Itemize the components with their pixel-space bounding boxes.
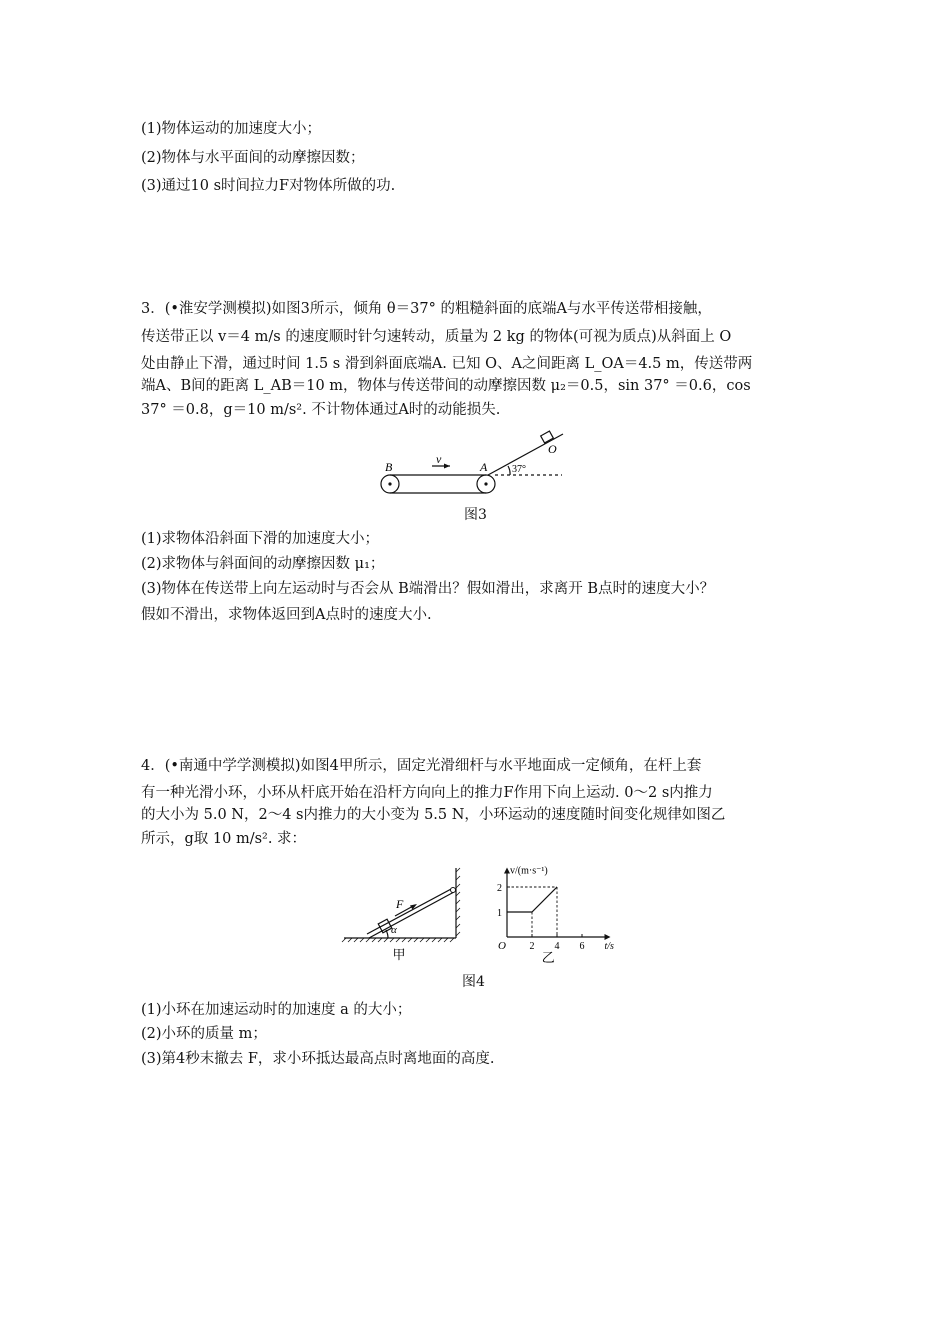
label-O: O — [548, 442, 557, 456]
figure-4-rod-diagram — [340, 862, 470, 962]
y-tick-label: 2 — [497, 883, 502, 894]
x-tick-label: 2 — [529, 941, 535, 952]
question-line: (1)物体运动的加速度大小； — [141, 121, 322, 137]
problem3-question: (1)求物体沿斜面下滑的加速度大小； — [141, 531, 380, 547]
x-tick-label: 4 — [554, 941, 560, 952]
problem4-question: (2)小环的质量 m； — [141, 1026, 267, 1042]
question-line: (2)物体与水平面间的动摩擦因数； — [141, 150, 365, 166]
problem3-line: 37° ＝0.8，g＝10 m/s². 不计物体通过A时的动能损失. — [141, 402, 501, 418]
origin-label: O — [498, 940, 506, 952]
figure-jia-caption: 甲 — [392, 947, 406, 962]
figure-4-vt-graph — [485, 853, 615, 963]
x-axis-arrow — [605, 934, 611, 940]
figure-3-conveyor-diagram — [370, 425, 570, 500]
y-tick-label: 1 — [497, 908, 502, 919]
problem4-line: 4．(•南通中学学测模拟)如图4甲所示，固定光滑细杆与水平地面成一定倾角，在杆上套 — [141, 758, 702, 774]
figure-4-caption: 图4 — [462, 974, 485, 990]
problem3-question: (3)物体在传送带上向左运动时与否会从 B端滑出？假如滑出，求离开 B点时的速度大小？ — [141, 581, 715, 597]
x-tick-label: 6 — [579, 941, 585, 952]
label-A: A — [480, 460, 488, 474]
label-v: v — [436, 452, 442, 466]
problem3-question: (2)求物体与斜面间的动摩擦因数 μ₁； — [141, 556, 385, 572]
angle-label: 37° — [512, 464, 526, 475]
label-B: B — [385, 460, 393, 474]
x-axis-label: t/s — [604, 941, 614, 952]
label-alpha: α — [391, 924, 397, 936]
problem3-line: 处由静止下滑，通过时间 1.5 s 滑到斜面底端A. 已知 O、A之间距离 L_OA＝4.5 m，传送带两 — [141, 356, 753, 372]
problem3-line: 端A、B间的距离 L_AB＝10 m，物体与传送带间的动摩擦因数 μ₂＝0.5，sin 37° ＝0.6，cos — [141, 378, 751, 394]
problem3-line: 3．(•淮安学测模拟)如图3所示，倾角 θ＝37° 的粗糙斜面的底端A与水平传送带相接触， — [141, 301, 712, 317]
problem4-line: 有一种光滑小环，小环从杆底开始在沿杆方向向上的推力F作用下向上运动. 0～2 s内推力 — [141, 785, 713, 801]
problem4-line: 的大小为 5.0 N，2～4 s内推力的大小变为 5.5 N，小环运动的速度随时间变化规律如图乙 — [141, 807, 726, 823]
figure-3-caption: 图3 — [464, 507, 487, 523]
y-axis-label: v/(m·s⁻¹) — [510, 865, 548, 877]
problem3-question: 假如不滑出，求物体返回到A点时的速度大小. — [141, 607, 432, 623]
figure-yi-caption: 乙 — [541, 950, 555, 963]
problem4-line: 所示，g取 10 m/s². 求： — [141, 831, 307, 847]
question-line: (3)通过10 s时间拉力F对物体所做的功. — [141, 178, 396, 194]
problem3-line: 传送带正以 v＝4 m/s 的速度顺时针匀速转动，质量为 2 kg 的物体(可视为质点)从斜面上 O — [141, 329, 732, 345]
problem4-question: (1)小环在加速运动时的加速度 a 的大小； — [141, 1002, 412, 1018]
label-F: F — [396, 897, 404, 911]
velocity-series-line — [507, 887, 557, 912]
problem4-question: (3)第4秒末撤去 F，求小环抵达最高点时离地面的高度. — [141, 1051, 495, 1067]
